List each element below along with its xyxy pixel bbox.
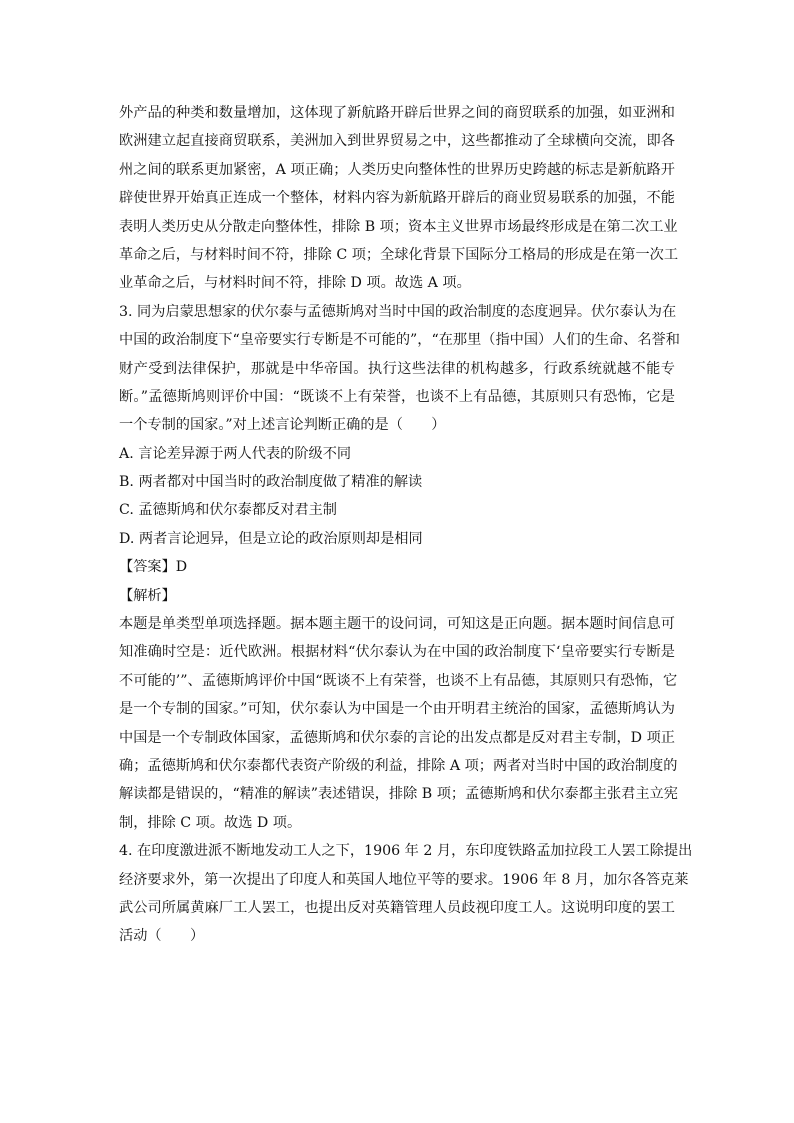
analysis-label: 【解析】 [119, 587, 176, 604]
question-stem-line: 经济要求外，第一次提出了印度人和英国人地位平等的要求。1906 年 8 月，加尔各答克莱 [119, 871, 689, 888]
analysis-line: 解读都是错误的，“精准的解读”表述错误，排除 B 项；孟德斯鸠和伏尔泰都主张君主立宪 [119, 786, 678, 803]
text-line: 辟使世界开始真正连成一个整体，材料内容为新航路开辟后的商业贸易联系的加强，不能 [119, 190, 675, 207]
question-stem-line: 一个专制的国家。”对上述言论判断正确的是（ ） [119, 417, 446, 434]
text-line: 业革命之后，与材料时间不符，排除 D 项。故选 A 项。 [119, 275, 471, 292]
text-line: 欧洲建立起直接商贸联系，美洲加入到世界贸易之中，这些都推动了全球横向交流，即各 [119, 133, 675, 150]
text-line: 革命之后，与材料时间不符，排除 C 项；全球化背景下国际分工格局的形成是在第一次工 [119, 246, 679, 263]
question-4 [119, 837, 693, 951]
question-stem-line: 4. 在印度激进派不断地发动工人之下，1906 年 2 月，东印度铁路孟加拉段工人罢工除提出 [119, 843, 693, 860]
text-line: 州之间的联系更加紧密，A 项正确；人类历史向整体性的世界历史跨越的标志是新航路开 [119, 161, 675, 178]
analysis-line: 中国是一个专制政体国家，孟德斯鸠和伏尔泰的言论的出发点都是反对君主专制，D 项正 [119, 729, 675, 746]
question-stem-line: 断。”孟德斯鸠则评价中国：“既谈不上有荣誉，也谈不上有品德，其原则只有恐怖，它是 [119, 388, 675, 405]
analysis-line: 确；孟德斯鸠和伏尔泰都代表资产阶级的利益，排除 A 项；两者对当时中国的政治制度的 [119, 757, 678, 774]
question-stem-line: 3. 同为启蒙思想家的伏尔泰与孟德斯鸠对当时中国的政治制度的态度迥异。伏尔泰认为在 [119, 303, 677, 320]
option-b: B. 两者都对中国当时的政治制度做了精准的解读 [119, 474, 423, 491]
answer-label: 【答案】D [119, 559, 188, 576]
option-a: A. 言论差异源于两人代表的阶级不同 [119, 445, 352, 462]
question-stem-line: 武公司所属黄麻厂工人罢工，也提出反对英籍管理人员歧视印度工人。这说明印度的罢工 [119, 899, 675, 916]
document-page [119, 99, 693, 951]
text-line: 表明人类历史从分散走向整体性，排除 B 项；资本主义世界市场最终形成是在第二次工业 [119, 218, 678, 235]
analysis-line: 本题是单类型单项选择题。据本题主题干的设问词，可知这是正向题。据本题时间信息可 [119, 616, 675, 633]
analysis-line: 知准确时空是：近代欧洲。根据材料“伏尔泰认为在中国的政治制度下‘皇帝要实行专断是 [119, 644, 675, 661]
question-3 [119, 298, 680, 837]
question-stem-line: 中国的政治制度下“皇帝要实行专断是不可能的”，“在那里（指中国）人们的生命、名誉和 [119, 332, 680, 349]
analysis-line: 是一个专制的国家。”可知，伏尔泰认为中国是一个由开明君主统治的国家，孟德斯鸠认为 [119, 701, 675, 718]
analysis-line: 制，排除 C 项。故选 D 项。 [119, 814, 302, 831]
analysis-line: 不可能的’”、孟德斯鸠评价中国“既谈不上有荣誉，也谈不上有品德，其原则只有恐怖，它 [119, 672, 678, 689]
option-c: C. 孟德斯鸠和伏尔泰都反对君主制 [119, 502, 337, 519]
question-stem-line: 活动（ ） [119, 928, 205, 945]
text-line: 外产品的种类和数量增加，这体现了新航路开辟后世界之间的商贸联系的加强，如亚洲和 [119, 105, 675, 121]
option-d: D. 两者言论迥异，但是立论的政治原则却是相同 [119, 530, 423, 547]
question-stem-line: 财产受到法律保护，那就是中华帝国。执行这些法律的机构越多，行政系统就越不能专 [119, 360, 675, 377]
prev-explanation [119, 99, 679, 298]
